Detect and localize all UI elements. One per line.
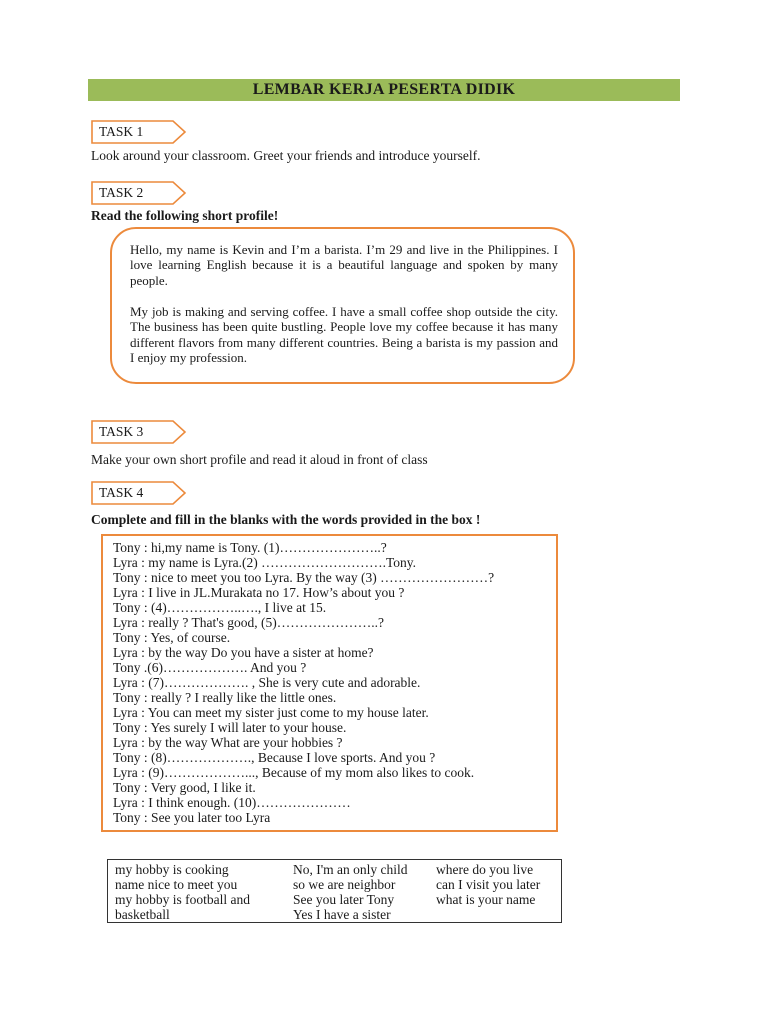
word-bank-item: so we are neighbor: [293, 877, 396, 892]
word-bank-column-1: [115, 862, 250, 922]
dialog-line: Tony : Yes surely I will later to your house.: [113, 720, 347, 735]
worksheet-title-bar: [88, 79, 680, 101]
task-3-instruction: Make your own short profile and read it aloud in front of class: [91, 452, 428, 467]
dialog-line: Tony : Very good, I like it.: [113, 780, 256, 795]
task-3-label: TASK 3: [99, 424, 144, 439]
word-bank-item: my hobby is football and: [115, 892, 250, 907]
task-2-instruction: Read the following short profile!: [91, 208, 279, 223]
word-bank-item: where do you live: [436, 862, 534, 877]
dialog-line: Lyra : You can meet my sister just come to my house later.: [113, 705, 429, 720]
dialog-line: Lyra : I live in JL.Murakata no 17. How’s about you ?: [113, 585, 405, 600]
dialog-line: Tony : (8)………………., Because I love sports. And you ?: [113, 750, 436, 765]
dialog-line: Lyra : my name is Lyra.(2) ……………………….Tony.: [113, 555, 417, 570]
word-bank-item: No, I'm an only child: [293, 862, 408, 877]
dialog-line: Tony : nice to meet you too Lyra. By the way (3) ……………………?: [113, 570, 495, 585]
profile-paragraph-2: My job is making and serving coffee. I have a small coffee shop outside the city. The business has been quite bustling. People love my coffee because it has many different flavors from many different countries. Being a barista is my passion and I enjoy my profession.: [130, 304, 558, 365]
dialog-line: Tony : really ? I really like the little ones.: [113, 690, 337, 705]
dialog-line: Lyra : I think enough. (10)…………………: [113, 795, 351, 810]
word-bank-item: what is your name: [436, 892, 536, 907]
task-3-tag: [91, 420, 187, 444]
dialog-line: Tony : hi,my name is Tony. (1)…………………..?: [113, 540, 387, 555]
word-bank-box: [107, 859, 562, 923]
task-1-label: TASK 1: [99, 124, 144, 139]
worksheet-title: LEMBAR KERJA PESERTA DIDIK: [252, 81, 516, 98]
task-2-label: TASK 2: [99, 185, 144, 200]
dialog-line: Tony : Yes, of course.: [113, 630, 231, 645]
task-1-tag: [91, 120, 187, 144]
dialog-line: Tony .(6)………………. And you ?: [113, 660, 307, 675]
dialog-line: Lyra : really ? That's good, (5)…………………..?: [113, 615, 385, 630]
dialog-box: [101, 534, 558, 832]
dialog-line: Lyra : (7)………………. , She is very cute and adorable.: [113, 675, 421, 690]
word-bank-item: Yes I have a sister: [293, 907, 391, 922]
dialog-line: Tony : (4)……………..…., I live at 15.: [113, 600, 327, 615]
dialog-line: Lyra : (9)………………..., Because of my mom also likes to cook.: [113, 765, 475, 780]
word-bank-item: basketball: [115, 907, 170, 922]
word-bank-item: name nice to meet you: [115, 877, 238, 892]
dialog-line: Lyra : by the way What are your hobbies ?: [113, 735, 343, 750]
task-4-tag: [91, 481, 187, 505]
profile-paragraph-1: Hello, my name is Kevin and I’m a barista. I’m 29 and live in the Philippines. I love learning English because it is a beautiful language and spoken by many people.: [130, 242, 558, 288]
word-bank-column-3: [436, 862, 540, 907]
task-2-tag: [91, 181, 187, 205]
word-bank-item: See you later Tony: [293, 892, 395, 907]
task-1-instruction: Look around your classroom. Greet your friends and introduce yourself.: [91, 148, 481, 163]
dialog-line: Lyra : by the way Do you have a sister at home?: [113, 645, 374, 660]
word-bank-item: my hobby is cooking: [115, 862, 229, 877]
task-4-label: TASK 4: [99, 485, 144, 500]
task-4-instruction: Complete and fill in the blanks with the words provided in the box !: [91, 512, 481, 527]
profile-box: [110, 227, 575, 384]
dialog-line: Tony : See you later too Lyra: [113, 810, 271, 825]
word-bank-item: can I visit you later: [436, 877, 541, 892]
word-bank-column-2: [293, 862, 408, 922]
